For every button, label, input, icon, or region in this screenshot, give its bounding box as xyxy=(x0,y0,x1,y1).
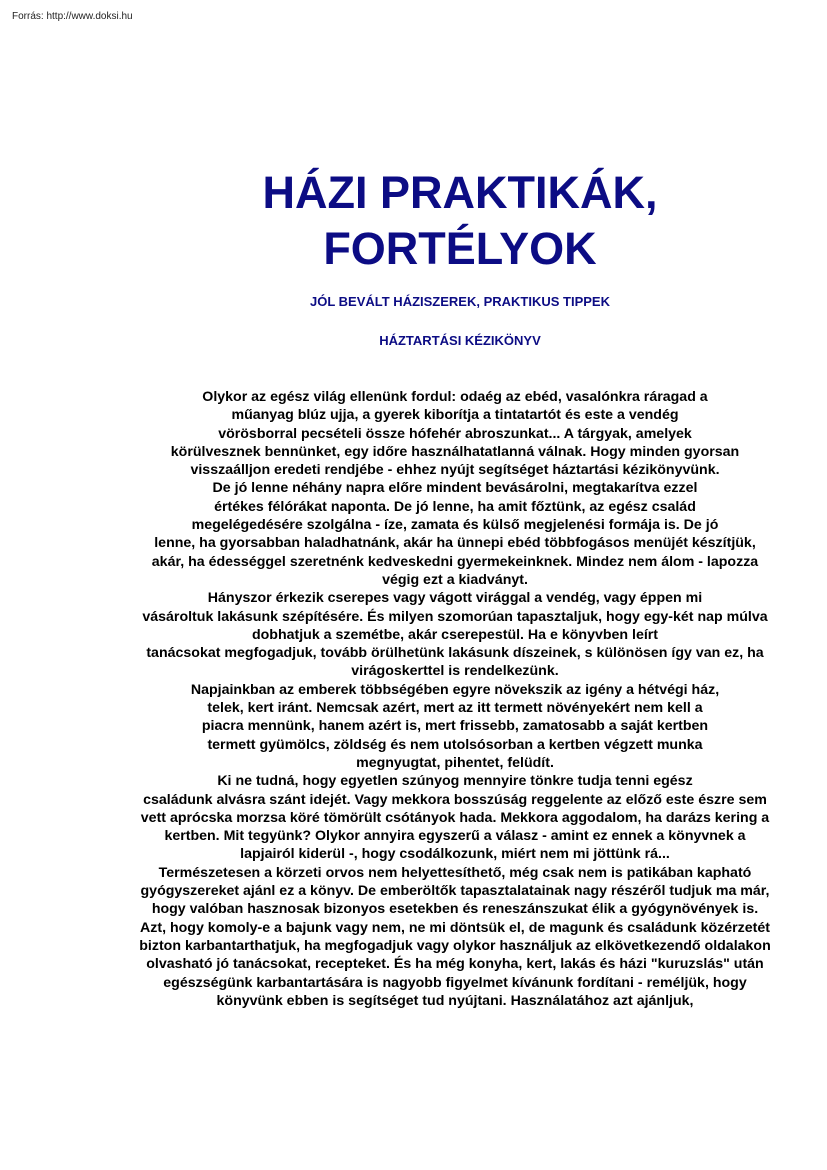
title-line-2: FORTÉLYOK xyxy=(323,223,597,274)
title-line-1: HÁZI PRAKTIKÁK, xyxy=(262,167,658,218)
text-line: értékes félórákat naponta. De jó lenne, ha amit főztünk, az egész család xyxy=(214,498,696,515)
text-line: könyvünk ebben is segítséget tud nyújtani. Használatához azt ajánljuk, xyxy=(216,992,694,1009)
text-line: lenne, ha gyorsabban haladhatnánk, akár ha ünnepi ebéd többfogásos menüjét készítjük, xyxy=(154,535,756,552)
text-line: gyógyszereket ajánl ez a könyv. De emberöltők tapasztalatainak nagy részéről tudjuk ma már, xyxy=(140,883,770,900)
text-line: végig ezt a kiadványt. xyxy=(382,571,528,588)
text-line: vásároltuk lakásunk szépítésére. És milyen szomorúan tapasztaljuk, hogy egy-két nap múlva xyxy=(142,608,768,625)
text-line: tanácsokat megfogadjuk, tovább örülhetünk lakásunk díszeinek, s különösen így van ez, ha xyxy=(146,645,764,662)
text-line: piacra mennünk, hanem azért is, mert frissebb, zamatosabb a saját kertben xyxy=(201,718,709,735)
subtitle-tips: JÓL BEVÁLT HÁZISZEREK, PRAKTIKUS TIPPEK xyxy=(310,294,610,309)
text-line: visszaálljon eredeti rendjébe - ehhez nyújt segítséget háztartási kézikönyvünk. xyxy=(190,462,720,479)
text-line: akár, ha édességgel szeretnénk kedveskedni gyermekeinknek. Mindez nem álom - lapozza xyxy=(151,553,759,570)
text-line: megnyugtat, pihentet, felüdít. xyxy=(356,754,554,771)
text-line: családunk alvásra szánt idejét. Vagy mekkora bosszúság reggelente az előző este észre sem xyxy=(143,791,767,808)
text-line: virágoskerttel is rendelkezünk. xyxy=(351,663,559,680)
subtitle-handbook: HÁZTARTÁSI KÉZIKÖNYV xyxy=(379,333,541,348)
intro-text xyxy=(92,388,818,1010)
text-line: termett gyümölcs, zöldség és nem utolsósorban a kertben végzett munka xyxy=(207,736,703,753)
text-line: Természetesen a körzeti orvos nem helyettesíthető, még csak nem is patikában kapható xyxy=(158,864,752,881)
text-line: olvasható jó tanácsokat, recepteket. És ha még konyha, kert, lakás és házi "kuruzslás" után xyxy=(146,956,764,973)
text-line: De jó lenne néhány napra előre mindent bevásárolni, megtakarítva ezzel xyxy=(212,480,698,497)
text-line: lapjairól kiderül -, hogy csodálkozunk, miért nem mi jöttünk rá... xyxy=(240,846,670,863)
document-title xyxy=(230,165,690,277)
source-attribution: Forrás: http://www.doksi.hu xyxy=(12,11,133,22)
text-line: Napjainkban az emberek többségében egyre növekszik az igény a hétvégi ház, xyxy=(190,681,720,698)
text-line: hogy valóban hasznosak bizonyos esetekben és reneszánszukat élik a gyógynövények is. xyxy=(151,901,759,918)
text-line: kertben. Mit tegyünk? Olykor annyira egyszerű a válasz - amint ez ennek a könyvnek a xyxy=(164,828,746,845)
text-line: Olykor az egész világ ellenünk fordul: odaég az ebéd, vasalónkra ráragad a xyxy=(202,389,708,405)
text-line: dobhatjuk a szemétbe, akár cserepestül. Ha e könyvben leírt xyxy=(251,626,659,643)
text-line: körülvesznek bennünket, egy időre használhatatlanná válnak. Hogy minden gyorsan xyxy=(170,443,740,460)
text-line: Azt, hogy komoly-e a bajunk vagy nem, ne mi döntsük el, de magunk és családunk közérzetét xyxy=(140,919,770,936)
text-line: egészségünk karbantartására is nagyobb figyelmet kívánunk fordítani - reméljük, hogy xyxy=(163,974,747,991)
text-line: Hányszor érkezik cserepes vagy vágott virággal a vendég, vagy éppen mi xyxy=(207,590,703,607)
text-line: bizton karbantarthatjuk, ha megfogadjuk vagy olykor használjuk az elkövetkezendő oldalakon xyxy=(139,937,771,954)
text-line: vörösborral pecsételi össze hófehér abroszunkat... A tárgyak, amelyek xyxy=(218,425,692,442)
text-line: műanyag blúz ujja, a gyerek kiborítja a tintatartót és este a vendég xyxy=(231,407,679,424)
text-line: Ki ne tudná, hogy egyetlen szúnyog mennyire tönkre tudja tenni egész xyxy=(217,773,693,790)
text-line: vett aprócska morzsa köré tömörült csótányok hada. Mekkora aggodalom, ha darázs kering a xyxy=(140,809,770,826)
text-line: telek, kert iránt. Nemcsak azért, mert az itt termett növényekért nem kell a xyxy=(207,700,703,717)
text-line: megelégedésére szolgálna - íze, zamata és külső megjelenési formája is. De jó xyxy=(191,517,719,534)
